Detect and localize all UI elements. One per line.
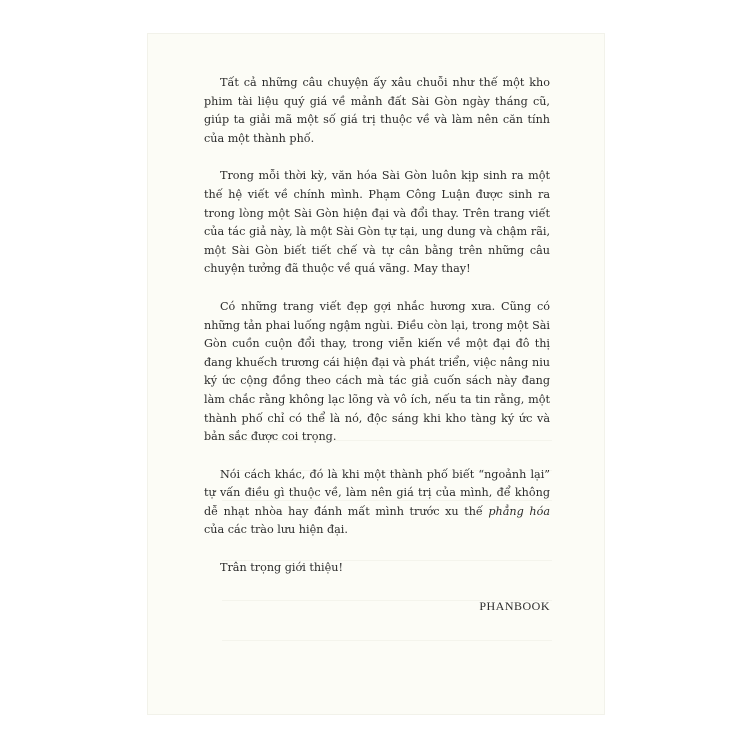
closing-line: Trân trọng giới thiệu! [220, 561, 343, 575]
signature: PHANBOOK [479, 598, 550, 613]
paragraph-2: Trong mỗi thời kỳ, văn hóa Sài Gòn luôn kịp sinh ra một thế hệ viết về chính mình. Phạm Công Luận được sinh ra trong lòng một Sài Gòn hiện đại và đổi thay. Trên trang viết của tác giả này, là một Sài Gòn tự tại, ung dung và chậm rãi, một Sài Gòn biết tiết chế và tự cân bằng trên những câu chuyện tưởng đã thuộc về quá vãng. May thay! [204, 169, 550, 276]
paragraph-4-italic: phẳng hóa [488, 504, 550, 518]
paragraph-1: Tất cả những câu chuyện ấy xâu chuỗi như thế một kho phim tài liệu quý giá về mảnh đất Sài Gòn ngày tháng cũ, giúp ta giải mã một số giá trị thuộc về và làm nên căn tính của một thành phố. [204, 76, 550, 145]
paragraph-4-text: Nói cách khác, đó là khi một thành phố biết “ngoảnh lại” tự vấn điều gì thuộc về, làm nên giá trị của mình, để không dễ nhạt nhòa hay đánh mất mình trước xu thế [204, 467, 550, 518]
paragraph-4-end: của các trào lưu hiện đại. [204, 523, 348, 537]
page-text [204, 74, 550, 615]
paragraph-4 [204, 466, 550, 540]
show-through-line [222, 640, 552, 641]
paragraph-3: Có những trang viết đẹp gợi nhắc hương xưa. Cũng có những tản phai luống ngậm ngùi. Điều còn lại, trong một Sài Gòn cuồn cuộn đổi thay, trong viễn kiến về một đại đô thị đang khuếch trương cái hiện đại và phát triển, việc nâng niu ký ức cộng đồng theo cách mà tác giả cuốn sách này đang làm chắc rằng không lạc lõng và vô ích, nếu ta tin rằng, một thành phố chỉ có thể là nó, độc sáng khi kho tàng ký ức và bản sắc được coi trọng. [204, 299, 550, 444]
